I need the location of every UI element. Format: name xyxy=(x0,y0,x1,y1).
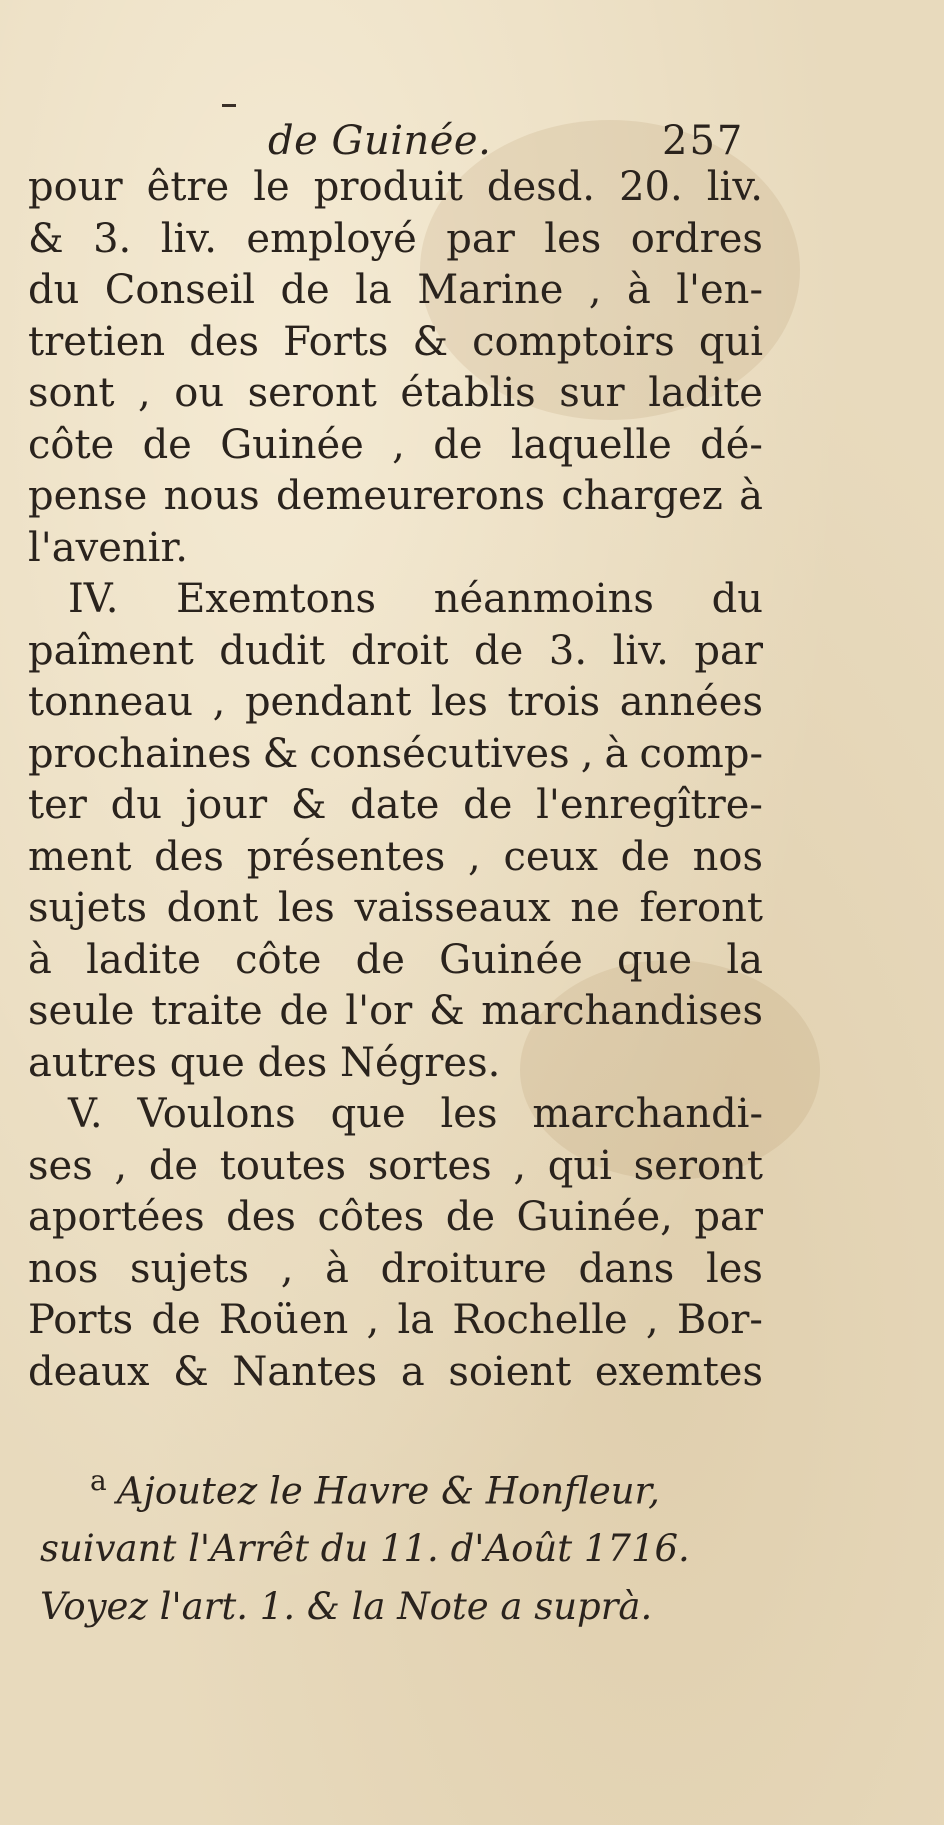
text-line: sujets dont les vaisseaux ne feront xyxy=(28,885,763,931)
text-line: prochaines & consécutives , à comp- xyxy=(28,730,763,777)
page-number: 257 xyxy=(662,118,745,164)
text-line: aportées des côtes de Guinée, par xyxy=(28,1194,763,1240)
text-line: seule traite de l'or & marchandises xyxy=(28,988,763,1034)
text-line: tretien des Forts & comptoirs qui xyxy=(28,318,763,365)
text-line: deaux & Nantes a soient exemtes xyxy=(28,1348,763,1395)
text-line: côte de Guinée , de laquelle dé- xyxy=(28,421,763,468)
text-line: ses , de toutes sortes , qui seront xyxy=(28,1142,763,1189)
text-line: ter du jour & date de l'enregître- xyxy=(28,782,763,828)
text-line: ment des présentes , ceux de nos xyxy=(28,833,763,880)
article-v-start: V. Voulons que les marchandi- xyxy=(68,1091,763,1137)
footnote-text: Ajoutez le Havre & Honfleur, xyxy=(116,1469,660,1513)
footnote-marker: a xyxy=(90,1464,107,1497)
text-line: Ports de Roüen , la Rochelle , Bor- xyxy=(28,1297,763,1343)
footnote xyxy=(40,1452,765,1636)
text-line: pense nous demeurerons chargez à xyxy=(28,473,763,519)
text-line: tonneau , pendant les trois années xyxy=(28,679,763,725)
text-line: paîment dudit droit de 3. liv. par xyxy=(28,627,763,674)
text-line: & 3. liv. employé par les ordres xyxy=(28,215,763,262)
header-mark xyxy=(222,104,236,107)
text-line: du Conseil de la Marine , à l'en- xyxy=(28,267,763,313)
footnote-line xyxy=(40,1452,765,1520)
article-iv-start: IV. Exemtons néanmoins du xyxy=(68,576,763,622)
text-line: l'avenir. xyxy=(28,524,188,571)
text-line: pour être le produit desd. 20. liv. xyxy=(28,164,763,210)
body-text xyxy=(28,162,763,1398)
footnote-line: Voyez l'art. 1. & la Note a suprà. xyxy=(40,1585,653,1629)
text-line: sont , ou seront établis sur ladite xyxy=(28,370,763,416)
footnote-line: suivant l'Arrêt du 11. d'Août 1716. xyxy=(40,1527,690,1571)
text-line: à ladite côte de Guinée que la xyxy=(28,936,763,983)
text-line: autres que des Négres. xyxy=(28,1039,501,1086)
running-head: de Guinée. xyxy=(268,118,492,164)
text-line: nos sujets , à droiture dans les xyxy=(28,1245,763,1292)
